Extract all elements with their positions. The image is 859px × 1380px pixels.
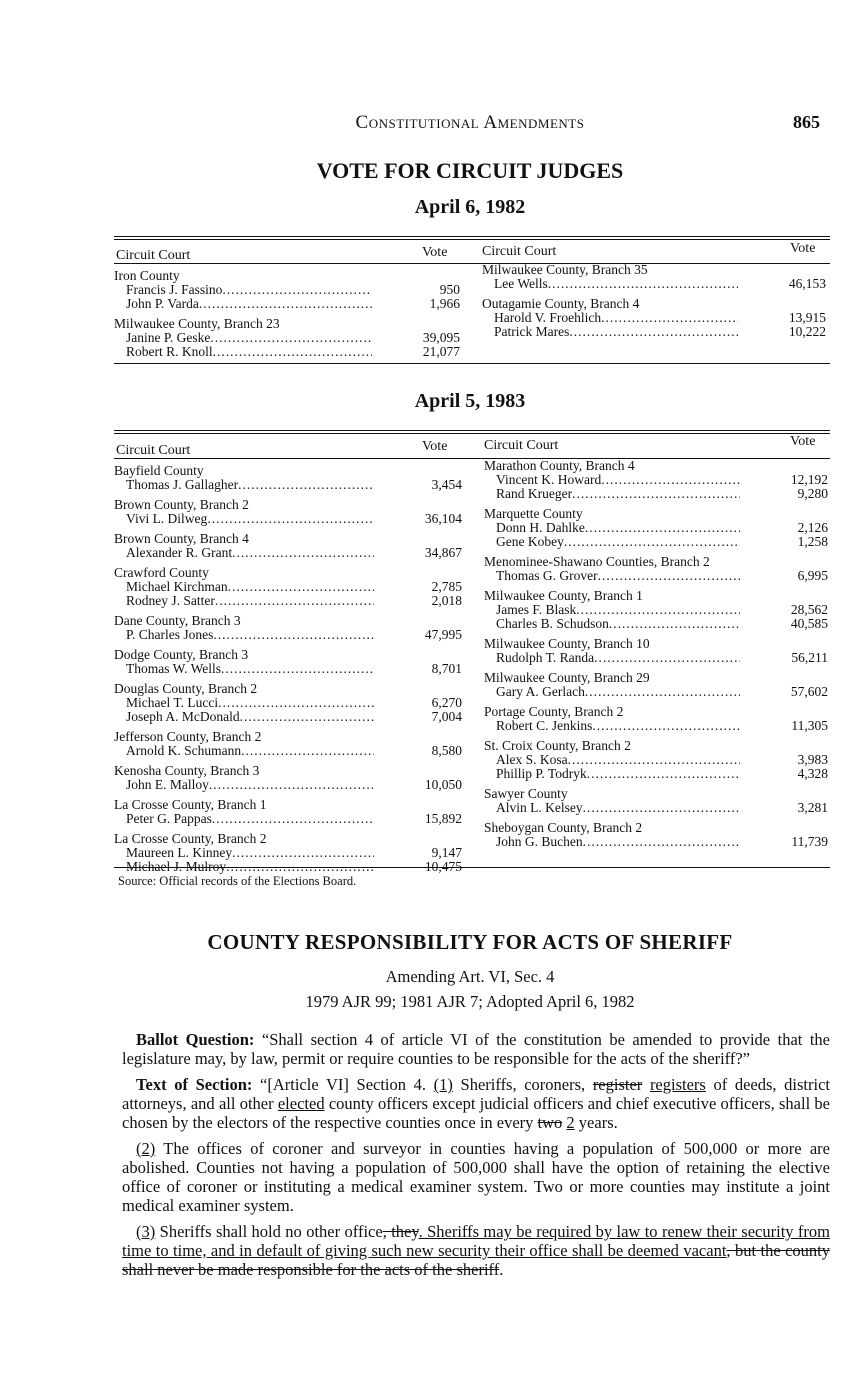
leader-dots	[568, 753, 740, 767]
col-header-vote: Vote	[422, 439, 448, 454]
candidate-name: Charles B. Schudson	[496, 616, 609, 631]
candidate-name: Thomas J. Gallagher	[126, 477, 239, 492]
candidate-name: Rudolph T. Randa	[496, 650, 595, 665]
vote-count: 8,701	[431, 661, 462, 676]
court-name: Menominee-Shawano Counties, Branch 2	[484, 554, 710, 569]
inserted-text: registers	[649, 1075, 706, 1094]
leader-dots	[572, 487, 740, 501]
vote-count: 21,077	[422, 344, 460, 359]
leader-dots	[215, 594, 374, 608]
court-name: Milwaukee County, Branch 1	[484, 588, 643, 603]
court-name: La Crosse County, Branch 2	[114, 831, 267, 846]
candidate-name: Michael T. Lucci	[126, 695, 219, 710]
candidate-row	[484, 535, 828, 549]
leader-dots	[569, 325, 738, 339]
amendment-subtitle: Amending Art. VI, Sec. 4	[385, 967, 555, 986]
court-name: Douglas County, Branch 2	[114, 681, 258, 696]
candidate-name: Rodney J. Satter	[126, 593, 215, 608]
leader-dots	[238, 478, 374, 492]
court-group	[114, 317, 460, 359]
candidate-name: Michael J. Mulroy	[126, 859, 227, 874]
candidate-row	[484, 685, 828, 699]
vote-count: 46,153	[788, 276, 826, 291]
vote-count: 950	[439, 282, 460, 297]
candidate-row	[114, 331, 460, 345]
leader-dots	[240, 710, 374, 724]
leader-dots	[548, 277, 738, 291]
candidate-row	[114, 580, 462, 594]
candidate-name: Arnold K. Schumann	[126, 743, 242, 758]
table-1983-right	[484, 459, 828, 855]
court-name: Marquette County	[484, 506, 583, 521]
vote-count: 9,280	[797, 486, 828, 501]
leader-dots	[598, 569, 740, 583]
candidate-name: Gary A. Gerlach	[496, 684, 585, 699]
court-group	[484, 459, 828, 501]
leader-dots	[209, 778, 374, 792]
candidate-name: Alex S. Kosa	[496, 752, 568, 767]
court-name: Bayfield County	[114, 463, 204, 478]
vote-count: 2,126	[797, 520, 828, 535]
court-group	[114, 498, 462, 526]
leader-dots	[210, 331, 372, 345]
vote-count: 9,147	[431, 845, 462, 860]
inserted-text: 2	[566, 1113, 575, 1132]
vote-count: 1,966	[429, 296, 460, 311]
vote-count: 3,281	[797, 800, 828, 815]
court-group	[114, 566, 462, 608]
col-header-court: Circuit Court	[116, 248, 191, 263]
candidate-name: Peter G. Pappas	[126, 811, 212, 826]
leader-dots	[609, 617, 740, 631]
leader-dots	[221, 662, 374, 676]
candidate-name: Vincent K. Howard	[496, 472, 602, 487]
table-1982-left	[114, 269, 460, 365]
court-group	[482, 297, 826, 339]
court-name: Milwaukee County, Branch 23	[114, 316, 280, 331]
vote-count: 7,004	[431, 709, 462, 724]
leader-dots	[583, 801, 740, 815]
vote-section-title: VOTE FOR CIRCUIT JUDGES	[316, 158, 624, 183]
leader-dots	[564, 535, 740, 549]
candidate-row	[114, 512, 462, 526]
candidate-row	[114, 846, 462, 860]
candidate-name: Donn H. Dahlke	[496, 520, 585, 535]
vote-count: 10,475	[424, 859, 462, 874]
court-group	[114, 532, 462, 560]
leader-dots	[228, 580, 374, 594]
vote-count: 39,095	[422, 330, 460, 345]
candidate-name: Thomas G. Grover	[496, 568, 598, 583]
vote-count: 6,270	[431, 695, 462, 710]
candidate-name: Alexander R. Grant	[126, 545, 233, 560]
court-group	[484, 705, 828, 733]
leader-dots	[213, 628, 374, 642]
court-name: Marathon County, Branch 4	[484, 458, 635, 473]
candidate-row	[114, 744, 462, 758]
candidate-name: Janine P. Geske	[126, 330, 211, 345]
candidate-row	[484, 521, 828, 535]
candidate-name: John E. Malloy	[126, 777, 209, 792]
vote-count: 40,585	[790, 616, 828, 631]
court-name: La Crosse County, Branch 1	[114, 797, 267, 812]
leader-dots	[232, 846, 374, 860]
candidate-name: Rand Krueger	[496, 486, 573, 501]
amendment-body	[122, 1030, 830, 1286]
candidate-row	[114, 710, 462, 724]
col-header-court: Circuit Court	[482, 244, 557, 259]
col-header-vote: Vote	[790, 434, 816, 449]
candidate-row	[114, 628, 462, 642]
leader-dots	[576, 603, 740, 617]
candidate-name: Vivi L. Dilweg	[126, 511, 208, 526]
vote-count: 3,454	[431, 477, 462, 492]
section-text-1: Text of Section: “[Article VI] Section 4. (1) Sheriffs, coroners, register registers of deeds, district attorneys, and all other elected county officers except judicial officers and chief executive officers, shall be chosen by the electors of the respective counties once in every two 2 years.	[122, 1075, 831, 1132]
court-group	[484, 787, 828, 815]
court-name: Sawyer County	[484, 786, 568, 801]
court-name: Brown County, Branch 2	[114, 497, 249, 512]
court-group	[114, 764, 462, 792]
candidate-name: Robert R. Knoll	[126, 344, 213, 359]
court-name: Brown County, Branch 4	[114, 531, 249, 546]
court-name: Milwaukee County, Branch 35	[482, 262, 648, 277]
candidate-row	[484, 603, 828, 617]
leader-dots	[594, 651, 740, 665]
candidate-row	[114, 297, 460, 311]
court-group	[114, 798, 462, 826]
candidate-name: Francis J. Fassino	[126, 282, 223, 297]
deleted-text: register	[592, 1075, 643, 1094]
table-1982	[114, 236, 830, 370]
court-name: Jefferson County, Branch 2	[114, 729, 262, 744]
candidate-name: Patrick Mares	[494, 324, 570, 339]
table-1983	[114, 430, 830, 874]
leader-dots	[212, 812, 374, 826]
candidate-row	[484, 719, 828, 733]
candidate-row	[482, 325, 826, 339]
candidate-row	[114, 812, 462, 826]
candidate-name: John G. Buchen	[496, 834, 583, 849]
candidate-name: Robert C. Jenkins	[496, 718, 593, 733]
court-name: Milwaukee County, Branch 29	[484, 670, 650, 685]
ballot-text: “Shall section 4 of article VI of the constitution be amended to provide that the legislature may, by law, permit or require counties to be responsible for the acts of the sheriff?”	[122, 1030, 830, 1068]
leader-dots	[222, 283, 372, 297]
running-head: Constitutional Amendments	[355, 112, 585, 133]
candidate-row	[114, 778, 462, 792]
candidate-row	[114, 662, 462, 676]
vote-count: 10,050	[424, 777, 462, 792]
court-group	[484, 589, 828, 631]
candidate-row	[484, 617, 828, 631]
leader-dots	[601, 473, 740, 487]
candidate-row	[482, 277, 826, 291]
candidate-name: Phillip P. Todryk	[496, 766, 587, 781]
candidate-name: Gene Kobey	[496, 534, 564, 549]
table-1982-right	[482, 263, 826, 345]
col-header-court: Circuit Court	[484, 438, 559, 453]
candidate-row	[484, 473, 828, 487]
court-name: Sheboygan County, Branch 2	[484, 820, 643, 835]
court-group	[484, 555, 828, 583]
candidate-row	[484, 651, 828, 665]
vote-count: 56,211	[791, 650, 828, 665]
leader-dots	[213, 345, 372, 359]
candidate-row	[484, 487, 828, 501]
date-1983: April 5, 1983	[414, 390, 526, 412]
court-group	[484, 671, 828, 699]
court-group	[114, 614, 462, 642]
leader-dots	[218, 696, 374, 710]
candidate-name: Harold V. Froehlich	[494, 310, 602, 325]
court-name: Milwaukee County, Branch 10	[484, 636, 650, 651]
candidate-row	[484, 569, 828, 583]
court-name: Outagamie County, Branch 4	[482, 296, 640, 311]
vote-count: 10,222	[788, 324, 826, 339]
vote-count: 57,602	[790, 684, 828, 699]
vote-count: 47,995	[424, 627, 462, 642]
court-group	[114, 682, 462, 724]
deleted-text: , they	[382, 1222, 419, 1241]
deleted-text: , but the county shall never be made responsible for the acts of the sheriff	[122, 1241, 830, 1279]
candidate-row	[484, 835, 828, 849]
vote-count: 28,562	[790, 602, 828, 617]
amendment-citation: 1979 AJR 99; 1981 AJR 7; Adopted April 6, 1982	[305, 992, 635, 1011]
page-number: 865	[793, 112, 820, 132]
vote-count: 1,258	[797, 534, 828, 549]
candidate-name: Maureen L. Kinney	[126, 845, 233, 860]
vote-count: 2,018	[431, 593, 462, 608]
candidate-row	[114, 594, 462, 608]
candidate-name: James F. Blask	[496, 602, 577, 617]
court-group	[484, 739, 828, 781]
ballot-label: Ballot Question:	[136, 1030, 255, 1049]
amendment-title: COUNTY RESPONSIBILITY FOR ACTS OF SHERIFF	[207, 930, 733, 954]
candidate-row	[114, 696, 462, 710]
court-group	[482, 263, 826, 291]
date-1982: April 6, 1982	[414, 196, 526, 218]
section-text-2: (2) The offices of coroner and surveyor in counties having a population of 500,000 or more are abolished. Counties not having a population of 500,000 shall have the option of retaining the elective office of coroner or instituting a medical examiner system. Two or more counties may institute a joint medical examiner system.	[122, 1139, 830, 1215]
inserted-text: elected	[277, 1094, 325, 1113]
candidate-name: Alvin L. Kelsey	[496, 800, 583, 815]
vote-count: 3,983	[797, 752, 828, 767]
candidate-row	[482, 311, 826, 325]
vote-count: 6,995	[797, 568, 828, 583]
court-name: Dane County, Branch 3	[114, 613, 241, 628]
court-group	[114, 730, 462, 758]
leader-dots	[199, 297, 372, 311]
leader-dots	[585, 521, 740, 535]
vote-count: 13,915	[788, 310, 826, 325]
court-group	[114, 648, 462, 676]
leader-dots	[583, 835, 740, 849]
vote-count: 34,867	[424, 545, 462, 560]
court-name: Dodge County, Branch 3	[114, 647, 249, 662]
court-name: Portage County, Branch 2	[484, 704, 624, 719]
court-name: Iron County	[114, 268, 180, 283]
candidate-name: Lee Wells	[494, 276, 548, 291]
col-header-vote: Vote	[422, 245, 448, 260]
candidate-name: Michael Kirchman	[126, 579, 228, 594]
vote-count: 11,305	[791, 718, 828, 733]
candidate-row	[114, 283, 460, 297]
candidate-row	[114, 478, 462, 492]
vote-count: 15,892	[424, 811, 462, 826]
leader-dots	[601, 311, 738, 325]
leader-dots	[232, 546, 374, 560]
deleted-text: two	[537, 1113, 563, 1132]
candidate-name: John P. Varda	[126, 296, 199, 311]
vote-count: 8,580	[431, 743, 462, 758]
text-label: Text of Section:	[136, 1075, 253, 1094]
leader-dots	[207, 512, 374, 526]
court-name: Kenosha County, Branch 3	[114, 763, 260, 778]
candidate-row	[484, 753, 828, 767]
source-note: Source: Official records of the Elections Board.	[118, 874, 357, 888]
inserted-text: . Sheriffs may be required by law to renew their security from time to time, and in default of giving such new security their office shall be deemed vacant	[122, 1222, 831, 1260]
candidate-name: P. Charles Jones	[126, 627, 214, 642]
candidate-row	[484, 767, 828, 781]
vote-count: 4,328	[797, 766, 828, 781]
vote-count: 36,104	[424, 511, 462, 526]
candidate-name: Joseph A. McDonald	[126, 709, 240, 724]
court-group	[484, 637, 828, 665]
table-1983-left	[114, 464, 462, 880]
leader-dots	[587, 767, 740, 781]
candidate-row	[114, 345, 460, 359]
court-group	[114, 464, 462, 492]
vote-count: 2,785	[431, 579, 462, 594]
ballot-question	[122, 1030, 830, 1068]
candidate-row	[114, 546, 462, 560]
vote-count: 12,192	[790, 472, 828, 487]
court-group	[114, 269, 460, 311]
court-name: St. Croix County, Branch 2	[484, 738, 631, 753]
section-text-3: (3) Sheriffs shall hold no other office, they. Sheriffs may be required by law to renew their security from time to time, and in default of giving such new security their office shall be deemed vacant, but the county shall never be made responsible for the acts of the sheriff.	[122, 1222, 831, 1279]
vote-count: 11,739	[791, 834, 828, 849]
leader-dots	[592, 719, 740, 733]
candidate-name: Thomas W. Wells	[126, 661, 222, 676]
court-group	[484, 507, 828, 549]
court-name: Crawford County	[114, 565, 209, 580]
candidate-row	[484, 801, 828, 815]
leader-dots	[585, 685, 740, 699]
leader-dots	[241, 744, 374, 758]
court-group	[484, 821, 828, 849]
col-header-court: Circuit Court	[116, 443, 191, 458]
col-header-vote: Vote	[790, 241, 816, 256]
